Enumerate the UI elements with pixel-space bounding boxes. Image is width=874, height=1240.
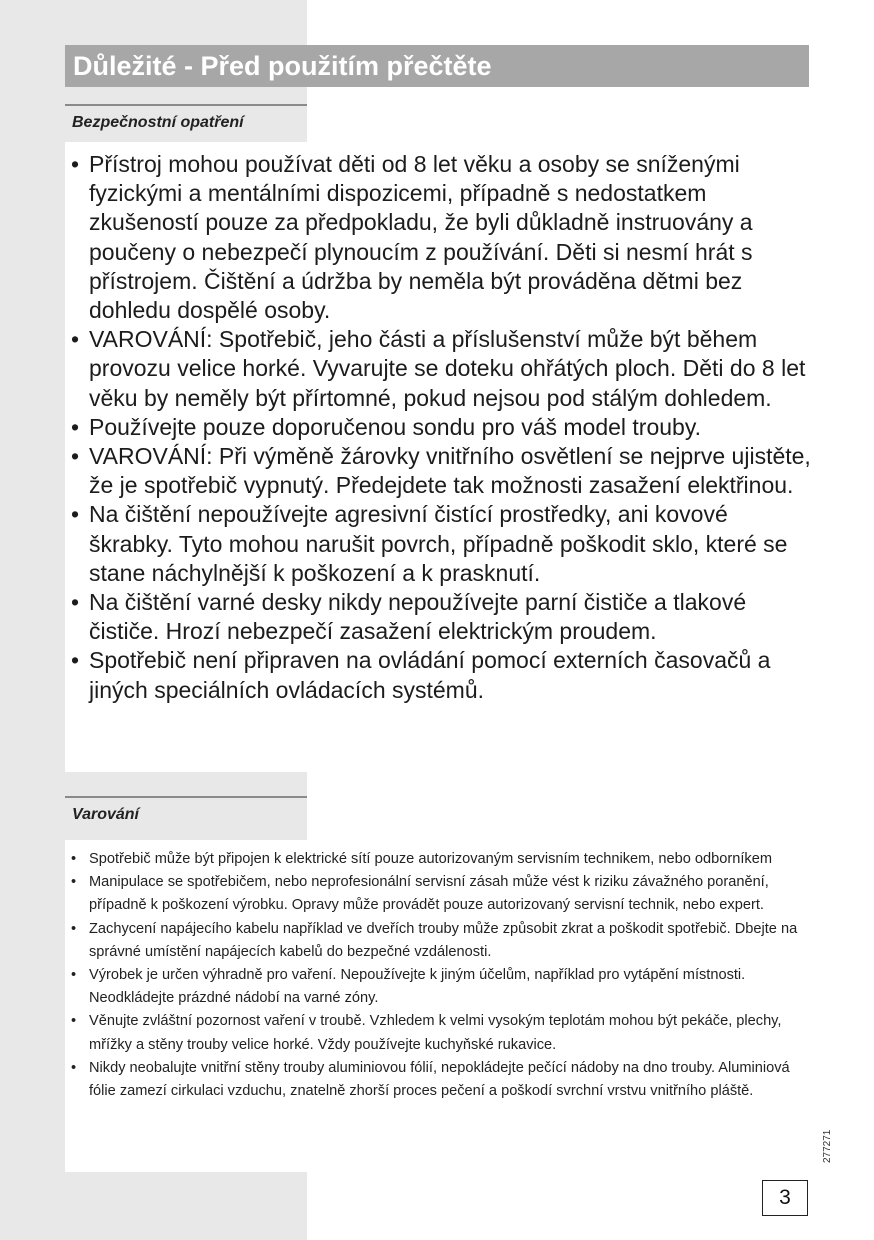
safety-list	[71, 150, 811, 705]
list-item: • Manipulace se spotřebičem, nebo neprofesionální servisní zásah může vést k riziku závažného poranění, případně k poškození výrobku. Opravy může provádět pouze autorizovaný servisní technik, nebo expert.	[71, 871, 811, 917]
list-item: • VAROVÁNÍ: Spotřebič, jeho části a příslušenství může být během provozu velice horké. Vyvarujte se doteku ohřátých ploch. Děti do 8 let věku by neměly být přírtomné, pokud nejsou pod stálým dohledem.	[71, 325, 811, 413]
page-title: Důležité - Před použitím přečtěte	[73, 51, 492, 81]
section-heading-safety-label: Bezpečnostní opatření	[72, 114, 244, 131]
section-heading-safety	[65, 104, 307, 144]
document-code: 277271	[822, 1129, 833, 1163]
warning-list	[71, 848, 811, 1103]
list-item: • VAROVÁNÍ: Při výměně žárovky vnitřního osvětlení se nejprve ujistěte, že je spotřebič vypnutý. Předejdete tak možnosti zasažení elektřinou.	[71, 442, 811, 500]
list-item: • Výrobek je určen výhradně pro vaření. Nepoužívejte k jiným účelům, například pro vytápění místnosti. Neodkládejte prázdné nádobí na varné zóny.	[71, 964, 811, 1010]
list-item: • Spotřebič není připraven na ovládání pomocí externích časovačů a jiných speciálních ovládacích systémů.	[71, 646, 811, 704]
list-item: • Na čištění varné desky nikdy nepoužívejte parní čističe a tlakové čističe. Hrozí nebezpečí zasažení elektrickým proudem.	[71, 588, 811, 646]
list-item: • Věnujte zvláštní pozornost vaření v troubě. Vzhledem k velmi vysokým teplotám mohou být pekáče, plechy, mřížky a stěny trouby velice horké. Vždy používejte kuchyňské rukavice.	[71, 1010, 811, 1056]
list-item: • Spotřebič může být připojen k elektrické sítí pouze autorizovaným servisním technikem, nebo odborníkem	[71, 848, 811, 871]
list-item: • Zachycení napájecího kabelu například ve dveřích trouby může způsobit zkrat a poškodit spotřebič. Dbejte na správné umístění napájecích kabelů do bezpečné vzdálenosti.	[71, 918, 811, 964]
page-number: 3	[762, 1180, 808, 1216]
list-item: • Na čištění nepoužívejte agresivní čistící prostředky, ani kovové škrabky. Tyto mohou narušit povrch, případně poškodit sklo, které se stane náchylnější k poškození a k prasknutí.	[71, 500, 811, 588]
list-item: • Nikdy neobalujte vnitřní stěny trouby aluminiovou fólií, nepokládejte pečící nádoby na dno trouby. Aluminiová fólie zamezí cirkulaci vzduchu, znatelně zhorší proces pečení a poškodí svrchní vrstvu vnitřního pláště.	[71, 1057, 811, 1103]
list-item: • Používejte pouze doporučenou sondu pro váš model trouby.	[71, 413, 811, 442]
list-item: • Přístroj mohou používat děti od 8 let věku a osoby se sníženými fyzickými a mentálními dispozicemi, případně s nedostatkem zkušeností pouze za předpokladu, že byli důkladně instruovány a poučeny o nebezpečí plynoucím z používání. Děti si nesmí hrát s přístrojem. Čištění a údržba by neměla být prováděna dětmi bez dohledu dospělé osoby.	[71, 150, 811, 325]
title-bar	[65, 45, 809, 87]
section-heading-warning	[65, 796, 307, 836]
section-heading-warning-label: Varování	[72, 806, 139, 823]
